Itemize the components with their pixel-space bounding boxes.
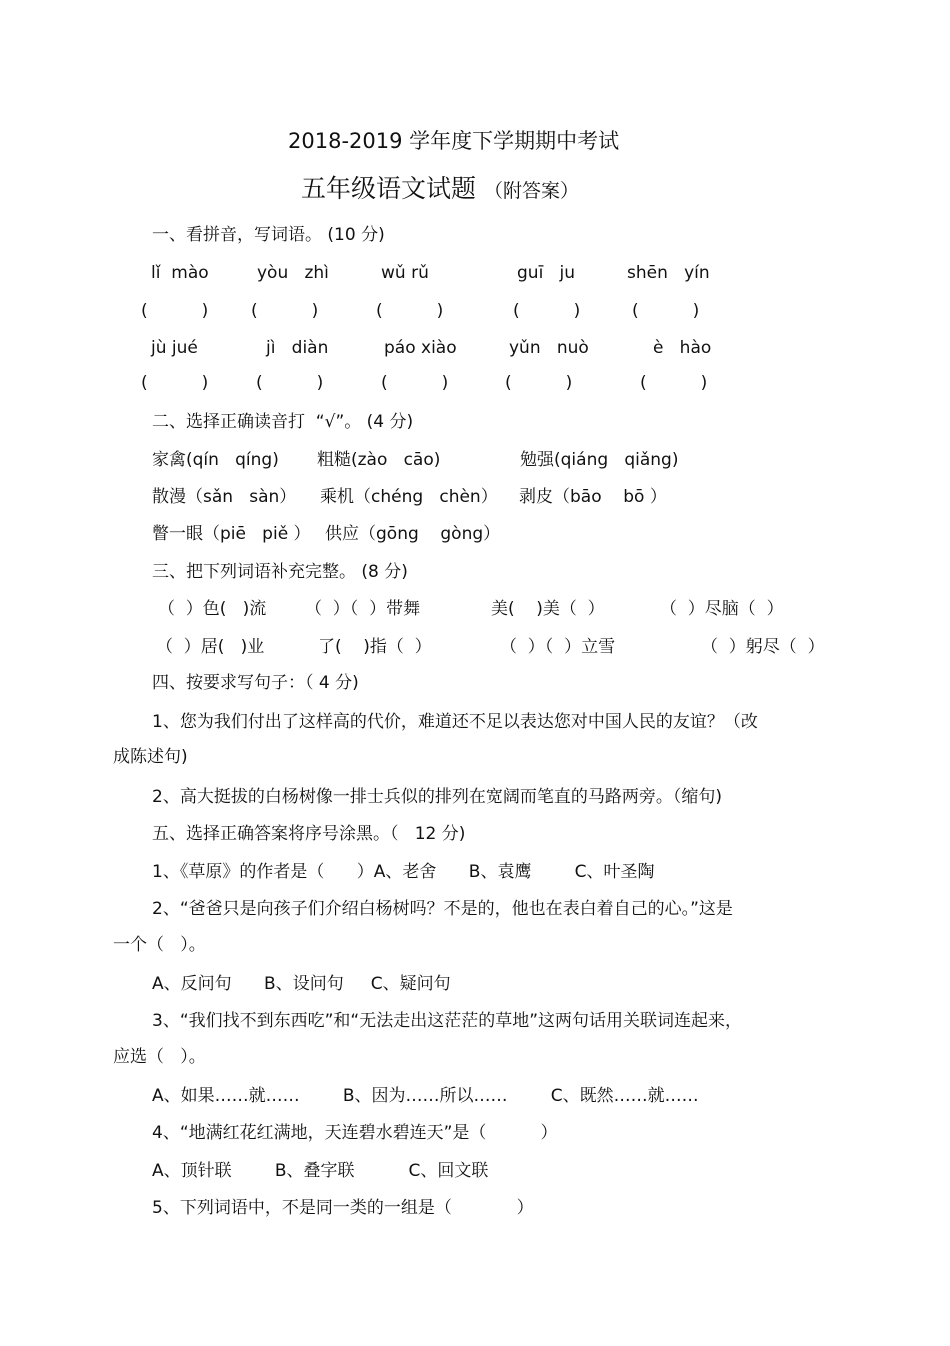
answer-blank[interactable]: ( ) xyxy=(632,301,700,321)
section-4-heading: 四、按要求写句子：（ 4 分) xyxy=(152,673,359,693)
choice-item[interactable]: 乘机（chéng chèn） xyxy=(320,487,498,507)
answer-blank[interactable]: ( ) xyxy=(141,301,209,321)
idiom-item[interactable]: （ ）躬尽（ ） xyxy=(701,637,825,657)
choice-item[interactable]: 散漫（sǎn sàn） xyxy=(152,487,297,507)
answer-options[interactable]: A、顶针联 B、叠字联 C、回文联 xyxy=(152,1161,489,1181)
question-text: 4、“地满红花红满地，天连碧水碧连天”是（ ） xyxy=(152,1123,558,1143)
answer-blank[interactable]: ( ) xyxy=(381,373,449,393)
question-text: 1、《草原》的作者是（ ）A、老舍 B、袁鹰 C、叶圣陶 xyxy=(152,862,655,882)
pinyin-item: jì diàn xyxy=(266,338,329,358)
question-text: 1、您为我们付出了这样高的代价，难道还不足以表达您对中国人民的友谊？（改 xyxy=(152,712,758,732)
idiom-item[interactable]: （ ）色( )流 xyxy=(158,599,267,619)
answer-blank[interactable]: ( ) xyxy=(376,301,444,321)
choice-item[interactable]: 家禽(qín qíng) xyxy=(152,450,279,470)
pinyin-item: lǐ mào xyxy=(151,263,209,283)
section-3-heading: 三、把下列词语补充完整。 (8 分) xyxy=(152,562,408,582)
question-text: 5、下列词语中，不是同一类的一组是（ ） xyxy=(152,1198,534,1218)
choice-item[interactable]: 剥皮（bāo bō ） xyxy=(519,487,667,507)
idiom-item[interactable]: 美( )美（ ） xyxy=(491,599,605,619)
section-5-heading: 五、选择正确答案将序号涂黑。（ 12 分) xyxy=(152,824,466,844)
choice-item[interactable]: 粗糙(zào cāo) xyxy=(317,450,441,470)
answer-blank[interactable]: ( ) xyxy=(251,301,319,321)
pinyin-item: wǔ rǔ xyxy=(381,263,429,283)
answer-blank[interactable]: ( ) xyxy=(505,373,573,393)
question-text: 成陈述句) xyxy=(113,747,188,767)
question-text: 2、高大挺拔的白杨树像一排士兵似的排列在宽阔而笔直的马路两旁。（缩句) xyxy=(152,787,722,807)
exam-title: 2018-2019 学年度下学期期中考试 xyxy=(288,129,620,153)
choice-item[interactable]: 瞥一眼（piē piě ） xyxy=(152,524,311,544)
choice-item[interactable]: 供应（gōng gòng） xyxy=(325,524,501,544)
pinyin-item: páo xiào xyxy=(384,338,457,358)
pinyin-item: yòu zhì xyxy=(257,263,329,283)
choice-item[interactable]: 勉强(qiáng qiǎng) xyxy=(520,450,679,470)
answer-blank[interactable]: ( ) xyxy=(141,373,209,393)
idiom-item[interactable]: （ ）（ ）立雪 xyxy=(500,637,616,657)
section-1-heading: 一、看拼音，写词语。 (10 分) xyxy=(152,225,385,245)
answer-blank[interactable]: ( ) xyxy=(513,301,581,321)
pinyin-item: shēn yín xyxy=(627,263,710,283)
pinyin-item: è hào xyxy=(653,338,712,358)
idiom-item[interactable]: （ ）居( )业 xyxy=(156,637,265,657)
section-2-heading: 二、选择正确读音打 “√”。 (4 分) xyxy=(152,412,414,432)
answer-options[interactable]: A、反问句 B、设问句 C、疑问句 xyxy=(152,974,451,994)
subtitle-text: 五年级语文试题 xyxy=(301,174,477,203)
question-text: 一个（ ）。 xyxy=(113,935,206,955)
pinyin-item: yǔn nuò xyxy=(509,338,589,358)
subtitle-note: （附答案） xyxy=(483,180,579,202)
question-text: 应选（ ）。 xyxy=(113,1047,206,1067)
answer-blank[interactable]: ( ) xyxy=(640,373,708,393)
answer-options[interactable]: A、如果……就…… B、因为……所以…… C、既然……就…… xyxy=(152,1086,699,1106)
question-text: 3、“我们找不到东西吃”和“无法走出这茫茫的草地”这两句话用关联词连起来， xyxy=(152,1011,743,1031)
answer-blank[interactable]: ( ) xyxy=(256,373,324,393)
question-text: 2、“爸爸只是向孩子们介绍白杨树吗？不是的，他也在表白着自己的心。”这是 xyxy=(152,899,733,919)
pinyin-item: guī ju xyxy=(517,263,575,283)
pinyin-item: jù jué xyxy=(151,338,198,358)
exam-subtitle xyxy=(301,174,579,203)
idiom-item[interactable]: （ ）尽脑（ ） xyxy=(660,599,784,619)
idiom-item[interactable]: （ ）（ ）带舞 xyxy=(305,599,421,619)
idiom-item[interactable]: 了( )指（ ） xyxy=(318,637,432,657)
